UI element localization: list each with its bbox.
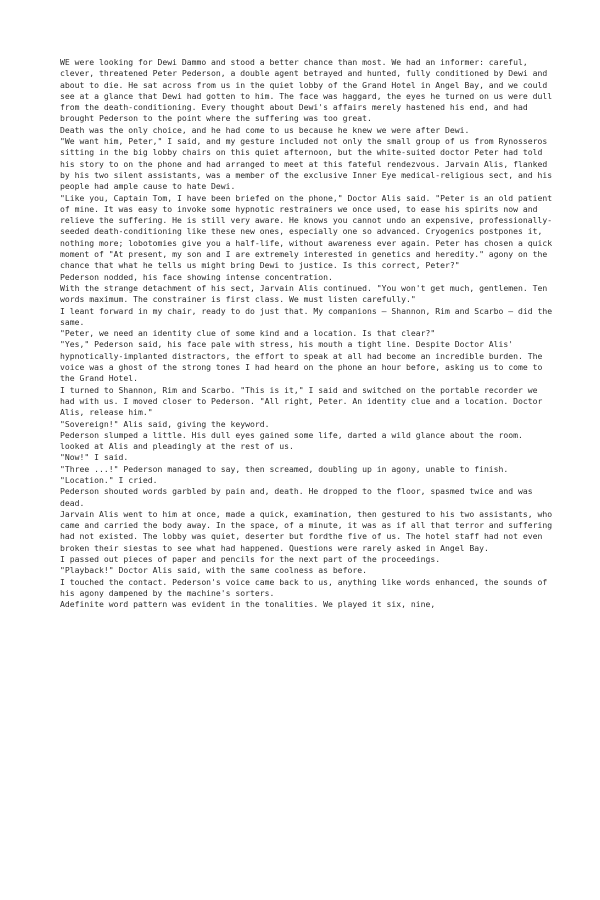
- paragraph: Adefinite word pattern was evident in the tonalities. We played it six, nine,: [60, 599, 436, 610]
- paragraph: "Now!" I said.: [60, 452, 129, 463]
- paragraph: WE were looking for Dewi Dammo and stood a better chance than most. We had an informer: careful, clever, threatened Peter Pederson, a double agent betrayed and hunted, fully conditioned by Dewi and about to die. He sat across from us in the quiet lobby of the Grand Hotel in Angel Bay, and we could see at a glance that Dewi had gotten to him. The face was haggard, the eyes he turned on us were dull from the death-conditioning. Every thought about Dewi's affairs merely hastened his end, and had brought Pederson to the point where the suffering was too great.: [60, 57, 553, 124]
- paragraph: I leant forward in my chair, ready to do just that. My companions — Shannon, Rim and Scarbo — did the same.: [60, 305, 553, 327]
- paragraph: Death was the only choice, and he had come to us because he knew we were after Dewi.: [60, 124, 470, 135]
- paragraph: I turned to Shannon, Rim and Scarbo. "This is it," I said and switched on the portable recorder we had with us. I moved closer to Pederson. "All right, Peter. An identity clue and a location. Doctor Alis, release him.": [60, 384, 543, 418]
- paragraph: Pederson shouted words garbled by pain and, death. He dropped to the floor, spasmed twice and was dead.: [60, 486, 533, 508]
- paragraph: "Playback!" Doctor Alis said, with the same coolness as before.: [60, 565, 367, 576]
- paragraph: "We want him, Peter," I said, and my gesture included not only the small group of us from Rynosseros sitting in the big lobby chairs on this quiet afternoon, but the white-suited doctor Peter had told his story to on the phone and had arranged to meet at this fateful rendezvous. Jarvain Alis, flanked by his two silent assistants, was a member of the exclusive Inner Eye medical-religious sect, and his people had ample cause to hate Dewi.: [60, 136, 553, 192]
- paragraph: I passed out pieces of paper and pencils for the next part of the proceedings.: [60, 554, 441, 565]
- paragraph: "Peter, we need an identity clue of some kind and a location. Is that clear?": [60, 328, 436, 339]
- document-page: [60, 57, 556, 611]
- paragraph: "Three ...!" Pederson managed to say, then screamed, doubling up in agony, unable to finish. "Location." I cried.: [60, 463, 509, 485]
- paragraph: "Sovereign!" Alis said, giving the keyword.: [60, 418, 270, 429]
- paragraph: Pederson nodded, his face showing intense concentration.: [60, 271, 333, 282]
- paragraph: Pederson slumped a little. His dull eyes gained some life, darted a wild glance about the room. looked at Alis and pleadingly at the rest of us.: [60, 429, 523, 452]
- paragraph: "Yes," Pederson said, his face pale with stress, his mouth a tight line. Despite Doctor Alis' hypnotically-implanted distractors, the effort to speak at all had become an incredible burden. The voice was a ghost of the strong tones I had heard on the phone an hour before, asking us to come to the Grand Hotel.: [60, 339, 543, 384]
- paragraph: Jarvain Alis went to him at once, made a quick, examination, then gestured to his two assistants, who came and carried the body away. In the space, of a minute, it was as if all that terror and suffering had not existed. The lobby was quiet, deserter but fordthe five of us. The hotel staff had not even broken their siestas to see what had happened. Questions were rarely asked in Angel Bay.: [60, 508, 553, 553]
- paragraph: With the strange detachment of his sect, Jarvain Alis continued. "You won't get much, gentlemen. Ten words maximum. The constrainer is first class. We must listen carefully.": [60, 282, 548, 305]
- paragraph: I touched the contact. Pederson's voice came back to us, anything like words enhanced, the sounds of his agony dampened by the machine's sorters.: [60, 576, 548, 598]
- paragraph: "Like you, Captain Tom, I have been briefed on the phone," Doctor Alis said. "Peter is an old patient of mine. It was easy to invoke some hypnotic restrainers we once used, to ease his spirits now and relieve the suffering. He is still very aware. He knows you cannot undo an expensive, professionally-seeded death-conditioning like these new ones, especially one so advanced. Cryogenics postpones it, nothing more; lobotomies give you a half-life, without awareness ever again. Peter has chosen a quick moment of "At present, my son and I are extremely interested in genetics and heredity." agony on the chance that what he tells us might bring Dewi to justice. Is this correct, Peter?": [60, 192, 553, 271]
